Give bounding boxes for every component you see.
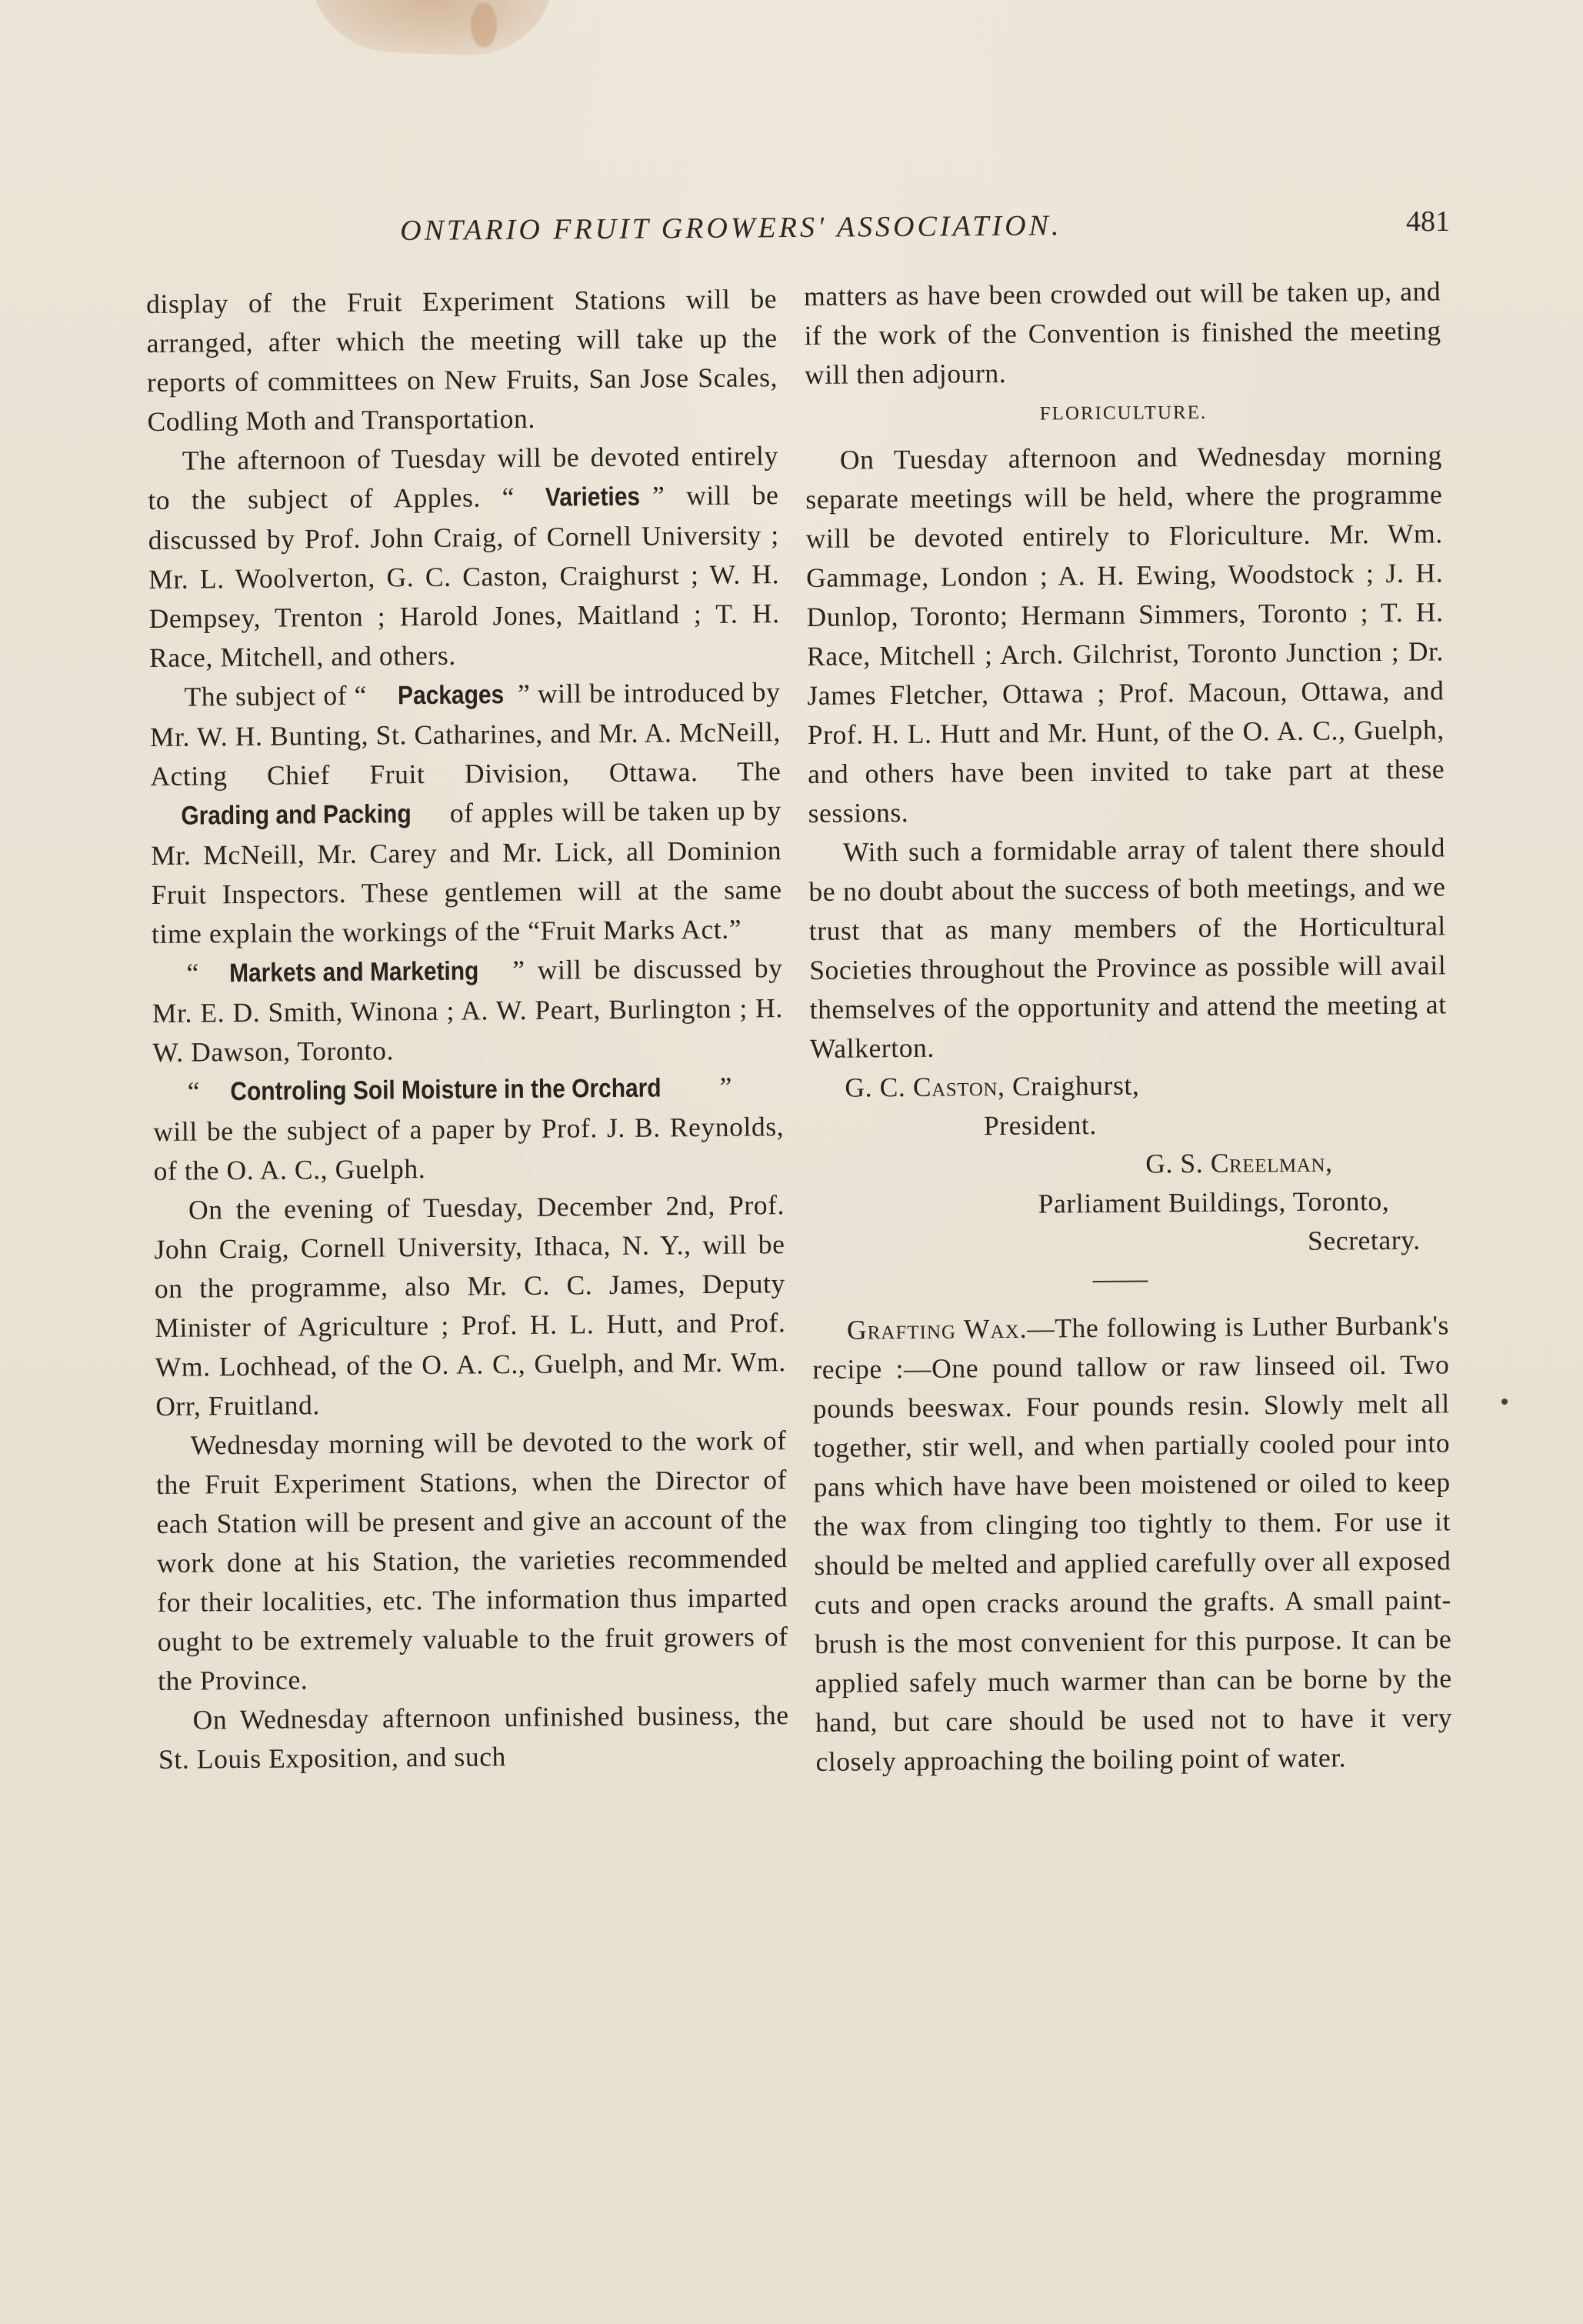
right-paragraph-2: On Tuesday afternoon and Wednesday morning separate meetings will be held, where the programme will be devoted entirely to Floriculture. Mr. Wm. Gammage, London ; A. H. Ewing, Woodstock ; J. H. Dunlop, Toronto; Hermann Simmers, Toronto ; T. H. Race, Mitchell ; Arch. Gilchrist, Toronto Junction ; Dr. James Fletcher, Ottawa ; Prof. Macoun, Ottawa, and Prof. H. L. Hutt and Mr. Hunt, of the O. A. C., Guelph, and others have been invited to take part at these sessions.: [805, 439, 1445, 829]
secretary-name-comma: ,: [1325, 1146, 1333, 1178]
ink-speck: [1501, 1399, 1508, 1405]
right-paragraph-3: With such a formidable array of talent there should be no doubt about the success of both meetings, and we trust that as many members of the Horticultural Societies throughout the Province as possible will avail themselves of the opportunity and attend the meeting at Walkerton.: [808, 832, 1447, 1064]
paper-stain: [306, 0, 555, 58]
left-paragraph-4-quote-open: “: [186, 957, 200, 989]
topic-markets-and-marketing: Markets and Marketing: [229, 956, 479, 989]
right-paragraph-1: matters as have been crowded out will be taken up, and if the work of the Convention is finished the meeting will then adjourn.: [804, 275, 1441, 390]
right-column: [804, 272, 1453, 1782]
topic-grading-and-packing: Grading and Packing: [181, 799, 412, 831]
left-paragraph-3-text-start: The subject of “: [184, 679, 368, 712]
left-paragraph-5-quote-open: “: [187, 1075, 201, 1107]
page-number: 481: [1406, 205, 1450, 238]
left-paragraph-5: [153, 1067, 785, 1191]
left-column: [146, 279, 789, 1779]
left-paragraph-8: On Wednesday afternoon unfinished business, the St. Louis Exposition, and such: [158, 1699, 789, 1775]
grafting-wax-paragraph: [812, 1305, 1453, 1782]
topic-packages: Packages: [397, 680, 504, 711]
running-header: ONTARIO FRUIT GROWERS' ASSOCIATION.: [400, 209, 1062, 247]
president-name: G. C. Caston: [845, 1071, 998, 1103]
left-paragraph-2: [148, 436, 781, 678]
left-paragraph-2-text-start: The afternoon of Tuesday will be devoted entirely to the subject of Apples. “: [148, 440, 779, 515]
section-divider: [1092, 1280, 1148, 1282]
secretary-title: Secretary.: [1307, 1224, 1421, 1256]
president-location: , Craighurst,: [997, 1069, 1140, 1102]
secretary-name: G. S. Creelman: [1145, 1146, 1326, 1179]
grafting-wax-heading: Grafting Wax: [846, 1312, 1020, 1345]
left-paragraph-3-text-end: of apples will be taken up by Mr. McNeill, Mr. Carey and Mr. Lick, all Dominion Fruit Inspectors. These gentlemen will at the same time explain the workings of the “Fruit Marks Act.”: [151, 795, 782, 949]
left-paragraph-4-text-end: ” will be discussed by Mr. E. D. Smith, Winona ; A. W. Peart, Burlington ; H. W. Dawson, Toronto.: [152, 952, 784, 1068]
president-title: President.: [983, 1109, 1098, 1142]
floriculture-heading: FLORICULTURE.: [1039, 402, 1208, 425]
president-signature-line: [810, 1063, 1447, 1108]
paper-stain-drip: [471, 3, 497, 48]
left-paragraph-6: On the evening of Tuesday, December 2nd, Prof. John Craig, Cornell University, Ithaca, N. Y., will be on the programme, also Mr. C. C. James, Deputy Minister of Agriculture ; Prof. H. L. Hutt, and Prof. Wm. Lochhead, of the O. A. C., Guelph, and Mr. Wm. Orr, Fruitland.: [154, 1189, 786, 1422]
grafting-wax-text: .—The following is Luther Burbank's recipe :—One pound tallow or raw linseed oil. Two pounds beeswax. Four pounds resin. Slowly melt all together, stir well, and when partially cooled pour into pans which have have been moistened or oiled to keep the wax from clinging too tightly to them. For use it should be melted and applied carefully over all exposed cuts and open cracks around the grafts. A small paint-brush is the most convenient for this purpose. It can be applied safely much warmer than can be borne by the hand, but care should be used not to have it very closely approaching the boiling point of water.: [812, 1309, 1453, 1777]
topic-controling-soil-moisture: Controling Soil Moisture in the Orchard: [230, 1073, 662, 1107]
left-paragraph-2-text-end: ” will be discussed by Prof. John Craig, of Cornell University ; Mr. L. Woolverton, G. C. Caston, Craighurst ; W. H. Dempsey, Trenton ; Harold Jones, Maitland ; T. H. Race, Mitchell, and others.: [148, 479, 780, 673]
left-paragraph-5-text-end: ” will be the subject of a paper by Prof. J. B. Reynolds, of the O. A. C., Guelph.: [153, 1071, 785, 1186]
left-paragraph-1: display of the Fruit Experiment Stations will be arranged, after which the meeting will take up the reports of committees on New Fruits, San Jose Scales, Codling Moth and Transportation.: [146, 283, 778, 437]
left-paragraph-7: Wednesday morning will be devoted to the work of the Fruit Experiment Stations, when the Director of each Station will be present and give an account of the work done at his Station, the varieties recommended for their localities, etc. The information thus imparted ought to be extremely valuable to the fruit growers of the Province.: [155, 1425, 788, 1696]
left-paragraph-3: [149, 672, 782, 954]
secretary-address: Parliament Buildings, Toronto,: [1038, 1185, 1390, 1219]
left-paragraph-4: [152, 949, 783, 1072]
left-paragraph-3-text-middle: ” will be introduced by Mr. W. H. Bunting, St. Catharines, and Mr. A. McNeill, Acting Chief Fruit Division, Ottawa. The: [149, 676, 782, 792]
topic-varieties: Varieties: [545, 482, 640, 512]
secretary-signature-line: [811, 1142, 1448, 1186]
